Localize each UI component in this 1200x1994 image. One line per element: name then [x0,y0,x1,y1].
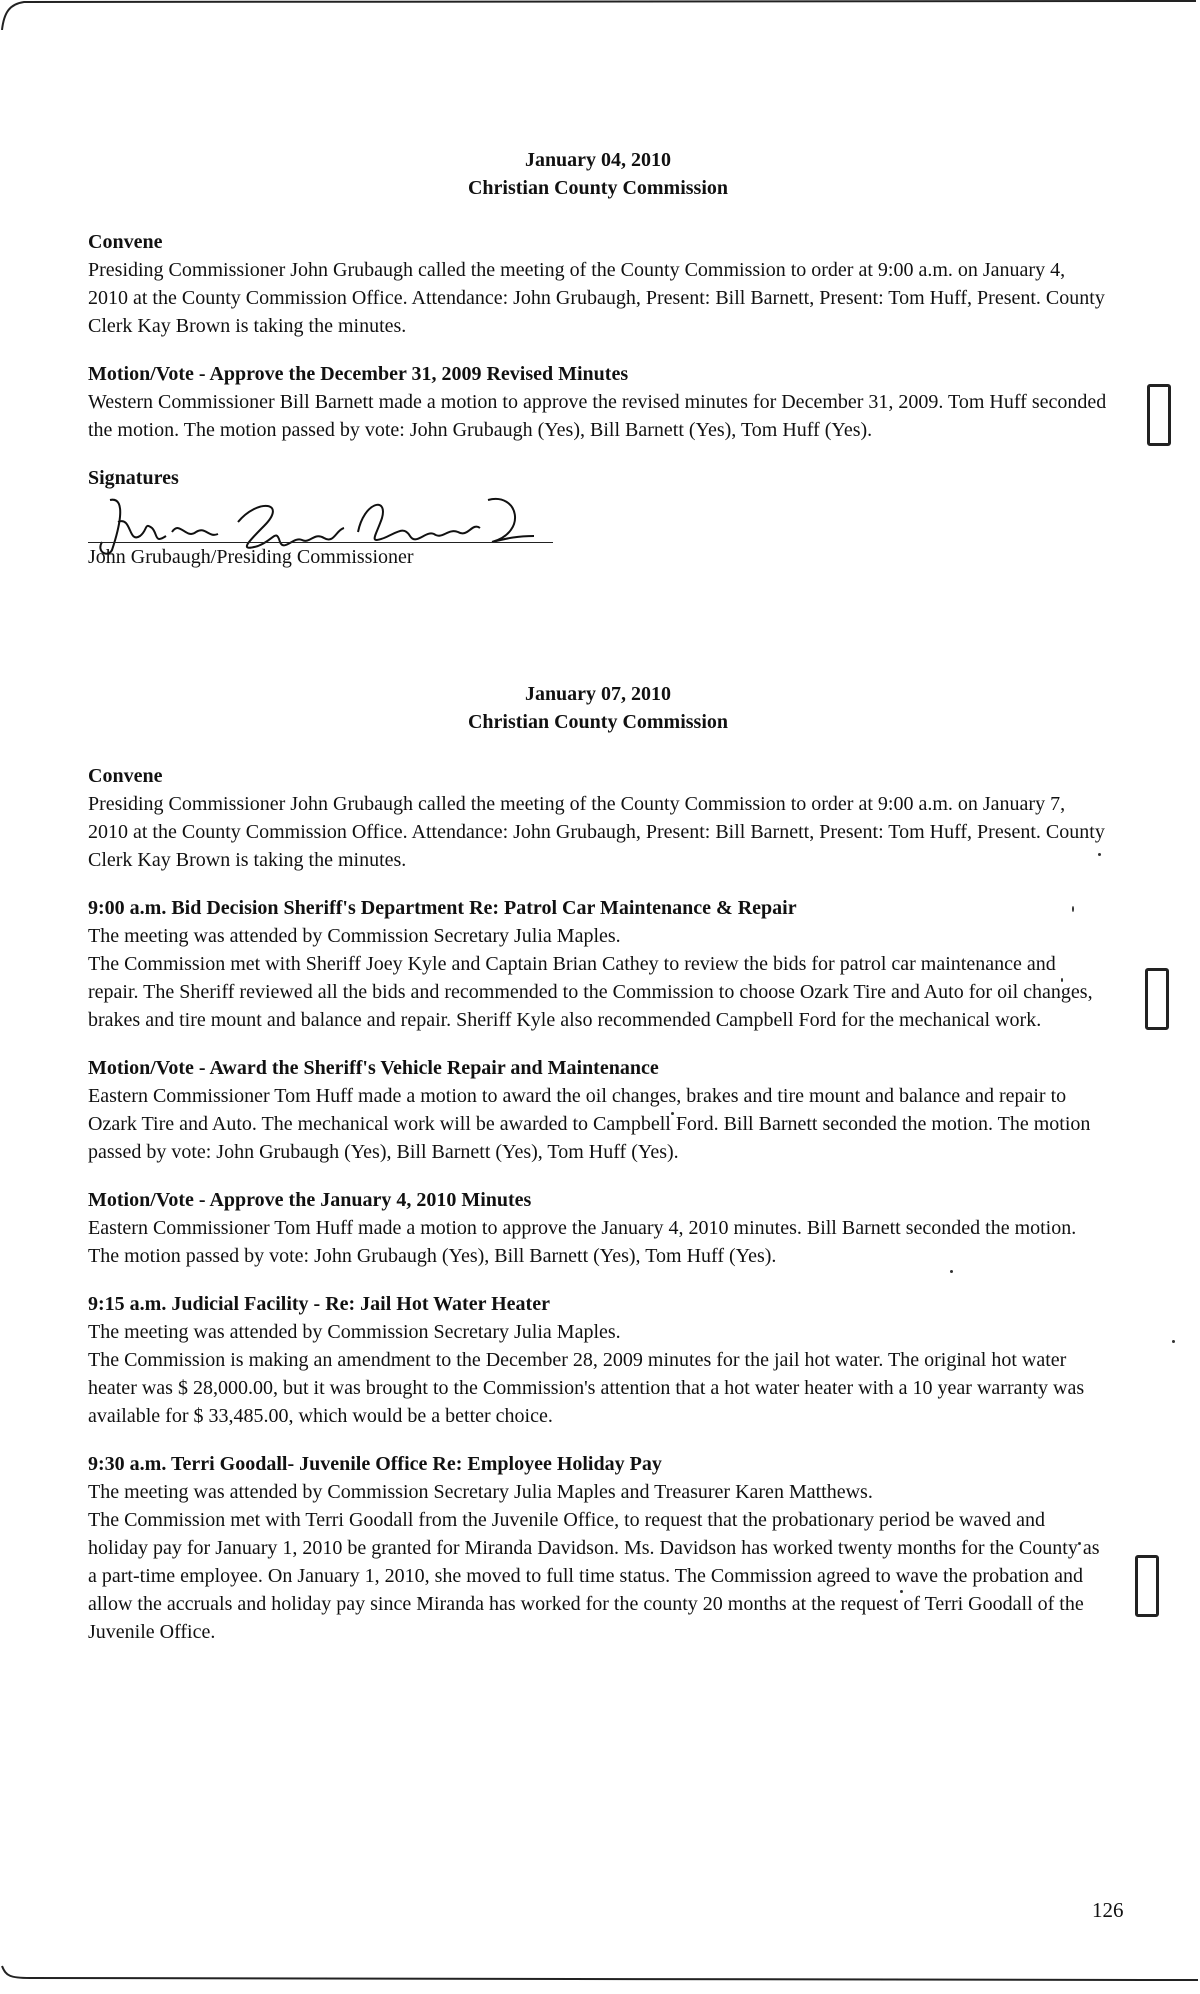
section-jail-water-heater [88,1290,1108,1430]
section-motion [88,360,1108,444]
section-paragraph: Presiding Commissioner John Grubaugh called the meeting of the County Commission to order at 9:00 a.m. on January 4, 2010 at the County Commission Office. Attendance: John Grubaugh, Present: Bill Barnett, Present: Tom Huff, Present. County Clerk Kay Brown is taking the minutes. [88,259,1105,337]
scan-border-bottom [0,1960,1200,1994]
section-heading: Convene [88,765,163,787]
section-paragraph: The meeting was attended by Commission Secretary Julia Maples. [88,1321,621,1343]
section-convene [88,228,1108,340]
section-signatures [88,464,1108,572]
section-heading: 9:15 a.m. Judicial Facility - Re: Jail Hot Water Heater [88,1293,550,1315]
section-motion-award [88,1054,1108,1166]
section-paragraph: The meeting was attended by Commission Secretary Julia Maples. [88,925,621,947]
document-body [88,146,1108,1646]
section-paragraph: Western Commissioner Bill Barnett made a motion to approve the revised minutes for December 31, 2009. Tom Huff seconded the motion. The motion passed by vote: John Grubaugh (Yes), Bill Barnett (Yes), Tom Huff (Yes). [88,391,1107,441]
section-paragraph: The meeting was attended by Commission Secretary Julia Maples and Treasurer Karen Matthews. [88,1481,873,1503]
section-paragraph: Eastern Commissioner Tom Huff made a motion to award the oil changes, brakes and tire mount and balance and repair to Ozark Tire and Auto. The mechanical work will be awarded to Campbell Ford. Bill Barnett seconded the motion. The motion passed by vote: John Grubaugh (Yes), Bill Barnett (Yes), Tom Huff (Yes). [88,1085,1091,1163]
signature-block [88,492,1108,572]
meeting-date: January 04, 2010 [524,149,672,171]
section-paragraph: Eastern Commissioner Tom Huff made a motion to approve the January 4, 2010 minutes. Bill Barnett seconded the motion. The motion passed by vote: John Grubaugh (Yes), Bill Barnett (Yes), Tom Huff (Yes). [88,1217,1077,1267]
scan-speck [1172,1340,1175,1343]
margin-mark [1145,968,1169,1030]
section-heading: Motion/Vote - Award the Sheriff's Vehicle Repair and Maintenance [88,1057,659,1079]
section-heading: 9:00 a.m. Bid Decision Sheriff's Department Re: Patrol Car Maintenance & Repair [88,897,797,919]
section-bid-decision [88,894,1108,1034]
meeting-body: Christian County Commission [467,711,729,733]
signature-line [88,542,553,543]
meeting-body: Christian County Commission [467,177,729,199]
section-paragraph: Presiding Commissioner John Grubaugh called the meeting of the County Commission to order at 9:00 a.m. on January 7, 2010 at the County Commission Office. Attendance: John Grubaugh, Present: Bill Barnett, Present: Tom Huff, Present. County Clerk Kay Brown is taking the minutes. [88,793,1105,871]
section-heading: Motion/Vote - Approve the January 4, 2010 Minutes [88,1189,532,1211]
section-convene [88,762,1108,874]
section-heading: 9:30 a.m. Terri Goodall- Juvenile Office Re: Employee Holiday Pay [88,1453,662,1475]
page-number: 126 [1092,1898,1124,1922]
section-paragraph: The Commission met with Terri Goodall from the Juvenile Office, to request that the probationary period be waved and holiday pay for January 1, 2010 be granted for Miranda Davidson. Ms. Davidson has worked twenty months for the County as a part-time employee. On January 1, 2010, she moved to full time status. The Commission agreed to wave the probation and allow the accruals and holiday pay since Miranda has worked for the county 20 months at the request of Terri Goodall of the Juvenile Office. [88,1509,1100,1643]
meeting-date: January 07, 2010 [524,683,672,705]
margin-mark [1135,1555,1159,1617]
signature-caption: John Grubaugh/Presiding Commissioner [88,546,414,568]
meeting-header [88,680,1108,736]
meeting-header [88,146,1108,202]
section-heading: Signatures [88,467,179,489]
scan-border-top [0,0,1200,30]
margin-mark [1147,384,1171,446]
section-heading: Motion/Vote - Approve the December 31, 2009 Revised Minutes [88,363,629,385]
section-paragraph: The Commission is making an amendment to the December 28, 2009 minutes for the jail hot water. The original hot water heater was $ 28,000.00, but it was brought to the Commission's attention that a hot water heater with a 10 year warranty was available for $ 33,485.00, which would be a better choice. [88,1349,1085,1427]
section-heading: Convene [88,231,163,253]
section-paragraph: The Commission met with Sheriff Joey Kyle and Captain Brian Cathey to review the bids for patrol car maintenance and repair. The Sheriff reviewed all the bids and recommended to the Commission to choose Ozark Tire and Auto for oil changes, brakes and tire mount and balance and repair. Sheriff Kyle also recommended Campbell Ford for the mechanical work. [88,953,1093,1031]
section-motion-minutes [88,1186,1108,1270]
section-holiday-pay [88,1450,1108,1646]
